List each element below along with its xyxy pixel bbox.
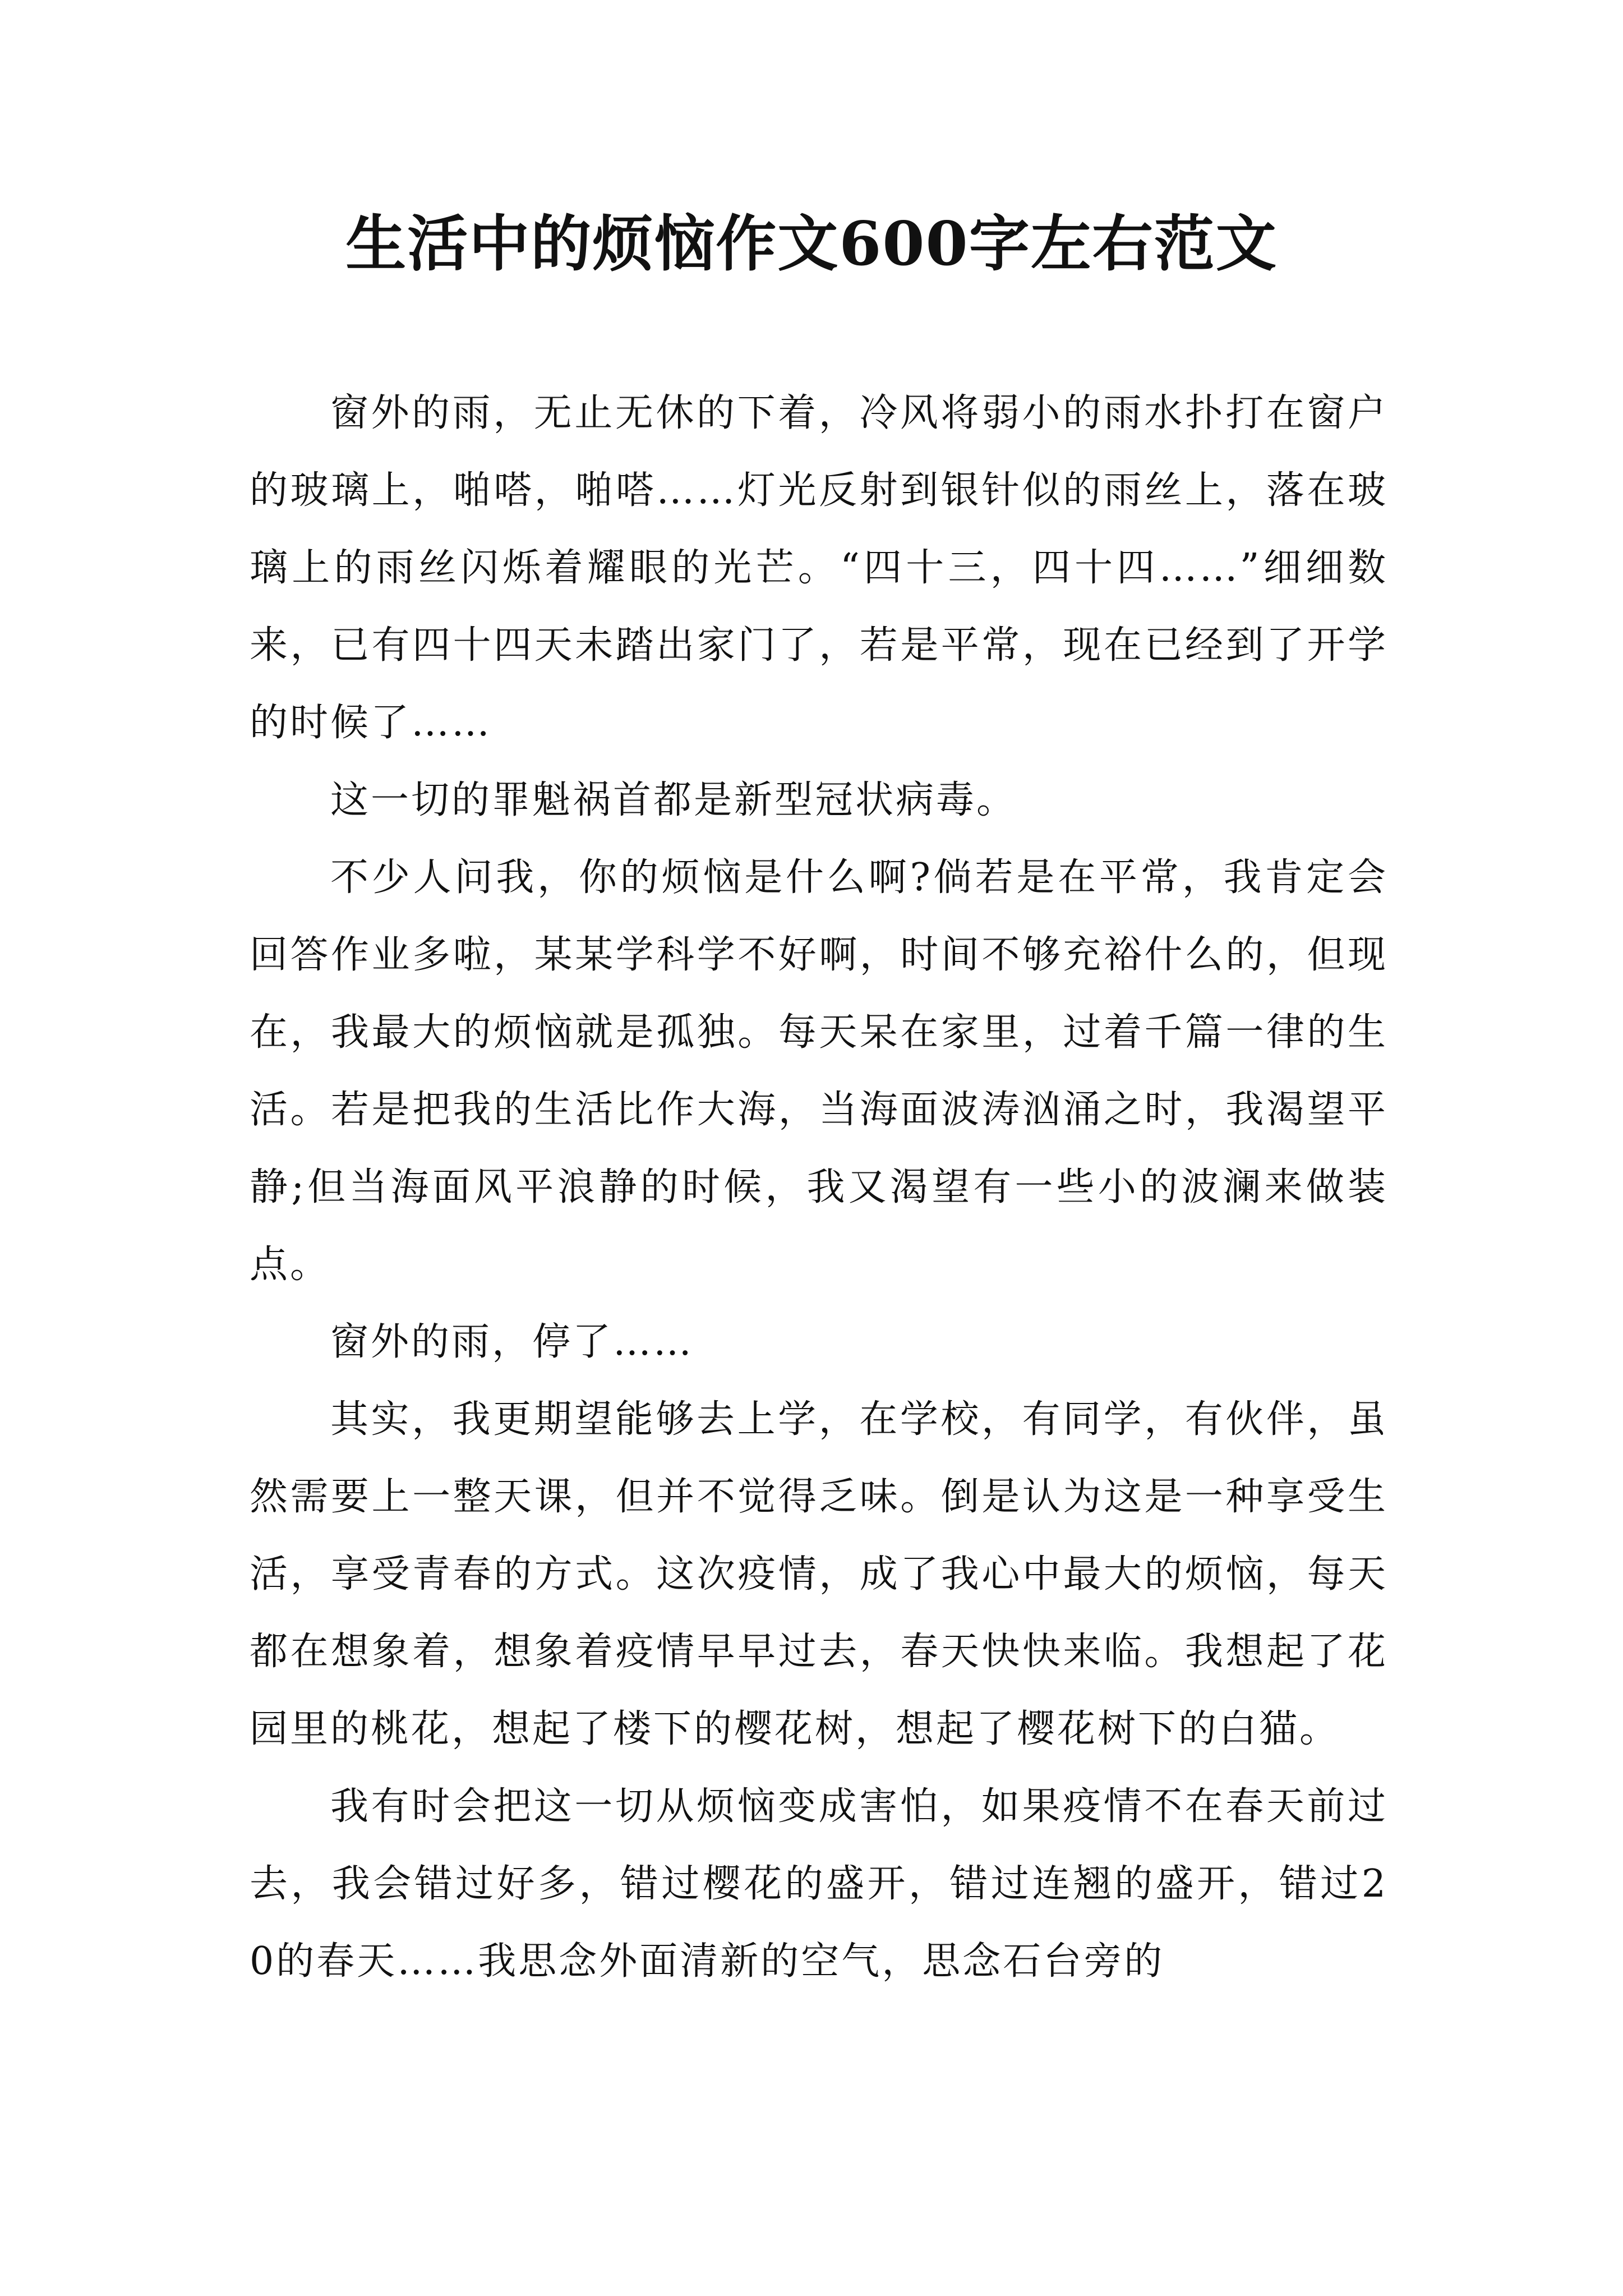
paragraph: 不少人问我，你的烦恼是什么啊?倘若是在平常，我肯定会回答作业多啦，某某学科学不好啊，时间不够充裕什么的，但现在，我最大的烦恼就是孤独。每天呆在家里，过着千篇一律的生活。若是把我的生活比作大海，当海面波涛汹涌之时，我渴望平静;但当海面风平浪静的时候，我又渴望有一些小的波澜来做装点。 <box>250 855 1388 1287</box>
paragraph: 窗外的雨，停了…… <box>330 1320 694 1364</box>
document-title: 生活中的烦恼作文600字左右范文 <box>345 209 1278 279</box>
paragraph: 其实，我更期望能够去上学，在学校，有同学，有伙伴，虽然需要上一整天课，但并不觉得乏味。倒是认为这是一种享受生活，享受青春的方式。这次疫情，成了我心中最大的烦恼，每天都在想象着，想象着疫情早早过去，春天快快来临。我想起了花园里的桃花，想起了楼下的樱花树，想起了樱花树下的白猫。 <box>250 1397 1388 1751</box>
paragraph: 我有时会把这一切从烦恼变成害怕，如果疫情不在春天前过去，我会错过好多，错过樱花的盛开，错过连翘的盛开，错过20的春天……我思念外面清新的空气，思念石台旁的 <box>250 1784 1388 1984</box>
document-body <box>250 375 1388 2000</box>
paragraph: 窗外的雨，无止无休的下着，冷风将弱小的雨水扑打在窗户的玻璃上，啪嗒，啪嗒……灯光反射到银针似的雨丝上，落在玻璃上的雨丝闪烁着耀眼的光芒。“四十三，四十四……”细细数来，已有四十四天未踏出家门了，若是平常，现在已经到了开学的时候了…… <box>250 391 1388 745</box>
paragraph: 这一切的罪魁祸首都是新型冠状病毒。 <box>330 778 1017 822</box>
